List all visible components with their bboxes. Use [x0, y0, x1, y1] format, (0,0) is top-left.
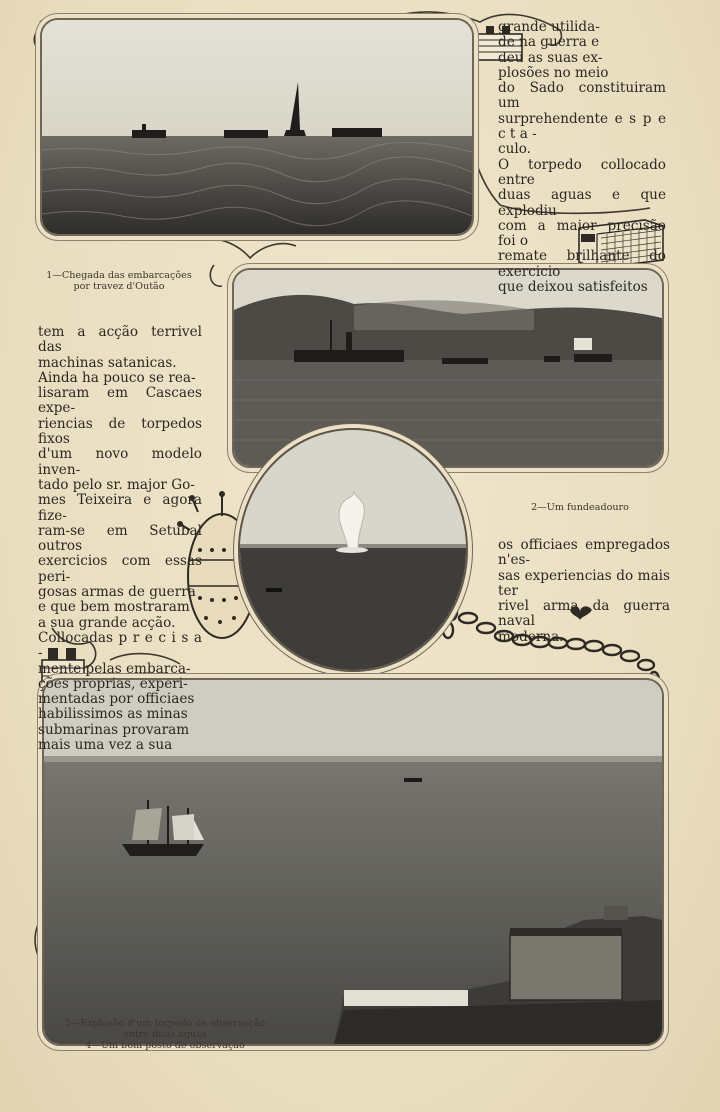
caption-2-line: 2—Um fundeadouro	[531, 502, 629, 513]
caption-4-line: 4—Um bom posto de observação	[85, 1040, 245, 1051]
caption-3-line-1: 3—Explosão d'um torpedo de observação	[64, 1018, 266, 1029]
text-column-right-middle	[498, 538, 670, 645]
photo-torpedo-explosion	[238, 428, 468, 672]
paragraph-right-top: grande utilida- de na guerra e deu as suas ex- plosões no meio do Sado constituiram um surprehendente e s p e c t a - culo. O torpedo collocado entre duas aguas e que explodiu com a maior precisão foi o remate brilhante do exercicio que deixou satisfeitos	[498, 19, 666, 296]
caption-1-line-2: por travez d'Outão	[73, 281, 165, 292]
paragraph-right-middle: os officiaes empregados n'es- sas experiencias do mais ter rivel arma da guerra naval moderna.	[498, 537, 670, 645]
caption-1-line-1: 1—Chegada das embarcações	[46, 270, 192, 281]
photo-anchorage	[232, 268, 664, 468]
text-column-right-top	[498, 20, 666, 295]
caption-3-line-2: entre duas aguas	[123, 1029, 207, 1040]
text-column-left-middle	[38, 325, 202, 753]
caption-3-4	[60, 1018, 270, 1051]
photo-1-image	[42, 20, 472, 234]
photo-2-image	[234, 270, 662, 466]
caption-2	[520, 502, 640, 513]
paragraph-left-middle: tem a acção terrivel das machinas satanicas. Ainda ha pouco se rea- lisaram em Cascaes expe- riencias de torpedos fixos d'um novo modelo inven- tado pelo sr. major Go- mes Teixeira e agora fize- ram-se em Setubal outros exercicios com essas peri- gosas armas de guerra e que bem mostraram a sua grande acção. Collocadas p r e c i s a - mente pelas embarca- ções proprias, experi- mentadas por officiaes habilissimos as minas submarinas provaram mais uma vez a sua	[38, 324, 202, 754]
caption-1	[44, 270, 194, 292]
photo-boats-arriving	[40, 18, 474, 236]
photo-3-image	[240, 430, 466, 670]
